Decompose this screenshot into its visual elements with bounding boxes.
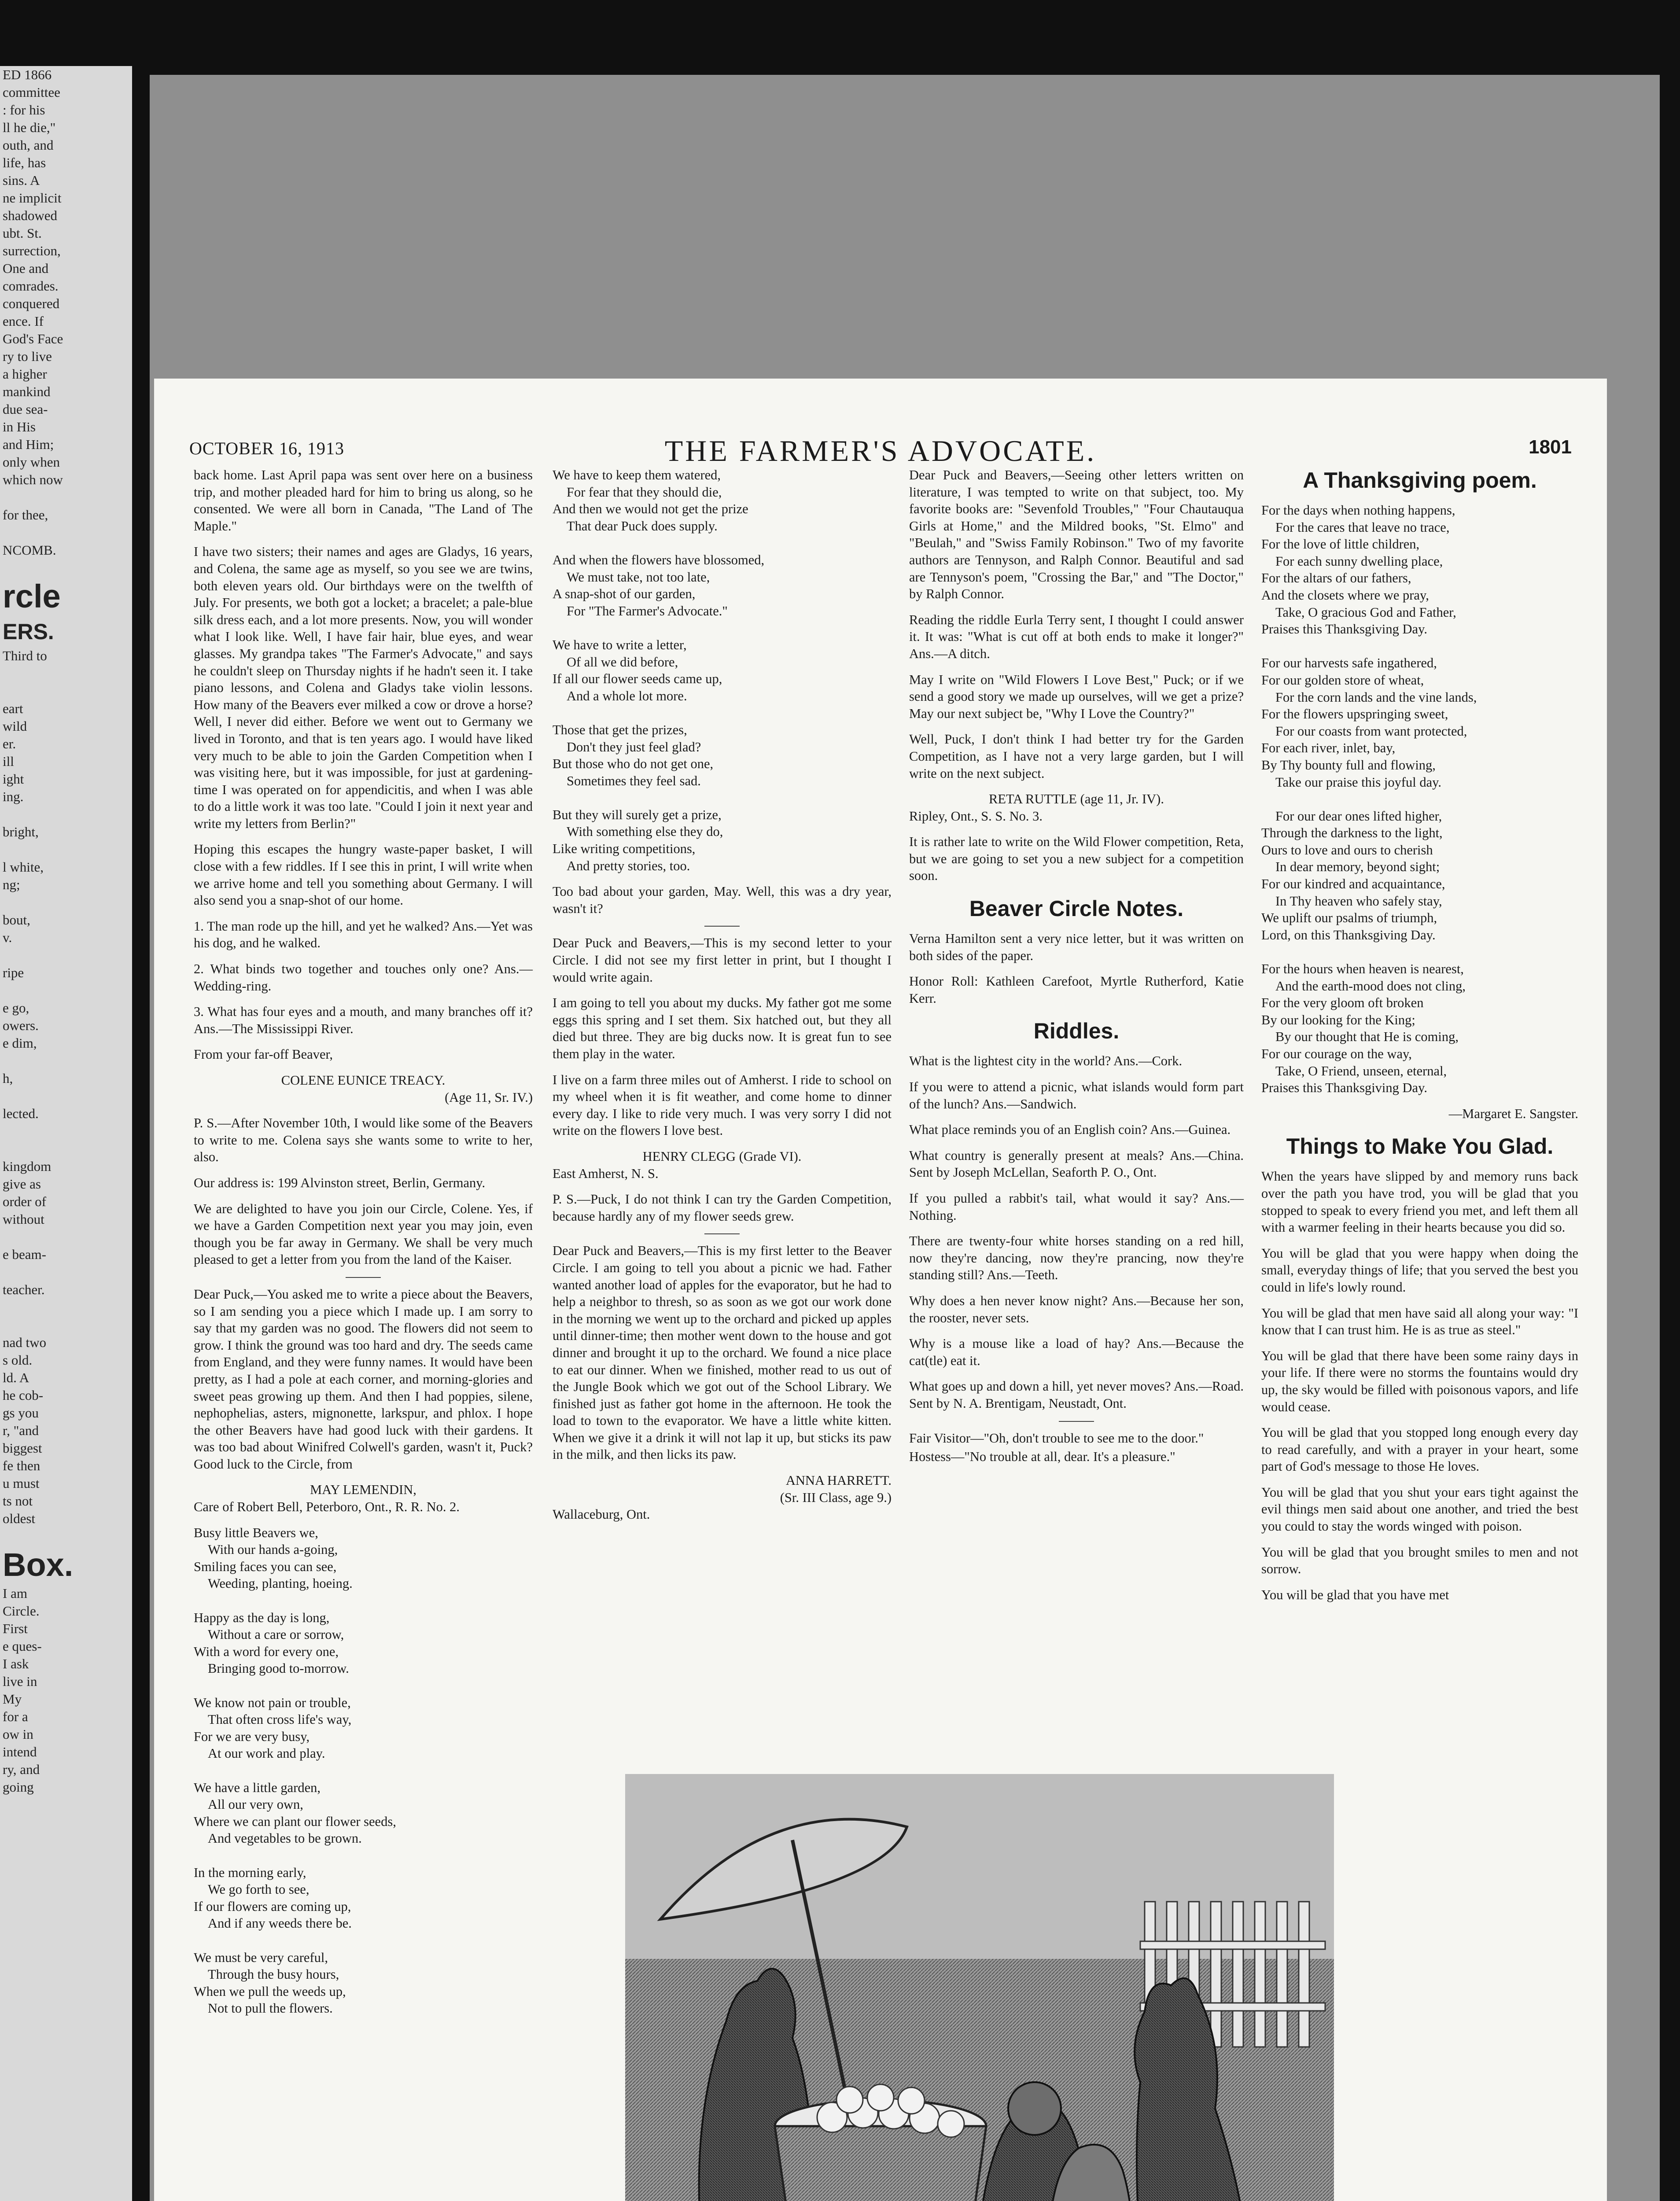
fragment-line: due sea-: [3, 401, 48, 417]
fragment-line: God's Face: [3, 331, 63, 346]
poem-line: [553, 704, 892, 721]
signature-detail: (Age 11, Sr. IV.): [445, 1089, 533, 1105]
signature-detail: Wallaceburg, Ont.: [553, 1507, 650, 1522]
poem-line: Lord, on this Thanksgiving Day.: [1261, 927, 1436, 942]
letter-paragraph: Reading the riddle Eurla Terry sent, I thought I could answer it. It was: "What is cut off at both ends to make it longer?" Ans.—A ditch.: [909, 612, 1244, 661]
column-3: [909, 467, 1244, 1474]
fragment-line: live in: [3, 1674, 37, 1689]
poem-line: Not to pull the flowers.: [208, 2001, 333, 2016]
essay-paragraph: You will be glad that there have been some rainy days in your life. If there were no storms the fountains would dry up, the sky would be filled with poisonous vapors, and life would cease.: [1261, 1348, 1578, 1414]
fragment-line: [0, 1123, 132, 1140]
fragment-line: r, "and: [3, 1423, 39, 1438]
poem-line: Smiling faces you can see,: [194, 1559, 337, 1574]
poem-line: For our kindred and acquaintance,: [1261, 876, 1445, 892]
fragment-line: order of: [3, 1194, 46, 1209]
beaver-poem: [194, 1524, 533, 2017]
fragment-line: [0, 1052, 132, 1070]
fragment-line: [0, 894, 132, 911]
poem-line: For the days when nothing happens,: [1261, 503, 1455, 518]
fragment-line: ripe: [3, 965, 24, 980]
fragment-line: rcle: [3, 578, 61, 615]
divider: [1059, 1421, 1094, 1422]
fragment-line: ts not: [3, 1493, 33, 1509]
fragment-line: ill: [3, 754, 14, 769]
fragment-line: er.: [3, 736, 16, 751]
fragment-line: l white,: [3, 859, 44, 875]
signature: COLENE EUNICE TREACY.: [281, 1073, 446, 1088]
fragment-line: ing.: [3, 789, 24, 804]
fragment-line: nad two: [3, 1335, 47, 1350]
poem-line: For the altars of our fathers,: [1261, 570, 1411, 586]
divider: [704, 926, 740, 927]
apple-woman-illustration: [625, 1774, 1334, 2201]
riddle: 3. What has four eyes and a mouth, and many branches off it? Ans.—The Mississippi River.: [194, 1004, 533, 1036]
poem-line: For the hours when heaven is nearest,: [1261, 961, 1464, 977]
essay-paragraph: You will be glad that you stopped long enough every day to read carefully, and with a prayer in your heart, some part of God's message to those He loves.: [1261, 1425, 1578, 1474]
poem-line: For the love of little children,: [1261, 537, 1420, 552]
beaver-poem-continued: [553, 467, 892, 874]
signature-detail: Care of Robert Bell, Peterboro, Ont., R. R. No. 2.: [194, 1499, 460, 1515]
fragment-line: ne implicit: [3, 190, 62, 206]
signature-detail: (Sr. III Class, age 9.): [780, 1490, 892, 1505]
fragment-line: a higher: [3, 366, 47, 382]
poem-line: For "The Farmer's Advocate.": [567, 603, 728, 618]
poem-line: Praises this Thanksgiving Day.: [1261, 1080, 1427, 1096]
fragment-line: going: [3, 1779, 34, 1795]
fragment-line: only when: [3, 454, 60, 470]
letter-paragraph: Dear Puck and Beavers,—This is my second letter to your Circle. I did not see my first letter in print, but I thought I would write again.: [553, 935, 892, 985]
letter-closing: From your far-off Beaver,: [194, 1047, 333, 1062]
essay-paragraph: You will be glad that you were happy when doing the small, everyday things of life; that you served the best you could in life's lowly round.: [1261, 1245, 1578, 1295]
editor-reply: We are delighted to have you join our Circle, Colene. Yes, if we have a Garden Competition next year you may join, even though you be far away in Germany. We shall be very much pleased to get a letter from you from the land of the Kaiser.: [194, 1201, 533, 1267]
poem-line: Praises this Thanksgiving Day.: [1261, 622, 1427, 637]
section-heading: A Thanksgiving poem.: [1303, 468, 1537, 493]
poem-line: With our hands a-going,: [208, 1542, 338, 1557]
riddle: If you were to attend a picnic, what islands would form part of the lunch? Ans.—Sandwich.: [909, 1079, 1244, 1112]
essay-paragraph: You will be glad that you brought smiles to men and not sorrow.: [1261, 1544, 1578, 1577]
fragment-line: lected.: [3, 1106, 39, 1121]
fragment-line: ERS.: [3, 619, 54, 644]
poem-line: [1261, 943, 1578, 961]
fragment-line: committee: [3, 85, 60, 100]
fragment-line: give as: [3, 1176, 41, 1192]
fragment-line: eart: [3, 701, 23, 716]
fragment-line: for thee,: [3, 507, 48, 523]
riddle: What place reminds you of an English coin? Ans.—Guinea.: [909, 1122, 1231, 1137]
fragment-line: [0, 1228, 132, 1246]
column-4: [1261, 467, 1578, 1612]
poem-line: Don't they just feel glad?: [567, 739, 701, 755]
fragment-line: conquered: [3, 296, 60, 311]
fragment-line: [0, 524, 132, 541]
poem-line: For our coasts from want protected,: [1275, 723, 1467, 739]
fragment-line: bright,: [3, 824, 39, 839]
letter-paragraph: I am going to tell you about my ducks. My father got me some eggs this spring and I set them. Six hatched out, but they all died but three. They are big ducks now. It is great fun to see them play in the water.: [553, 995, 892, 1061]
letter-paragraph: Dear Puck and Beavers,—This is my first letter to the Beaver Circle. I am going to tell you about a picnic we had. Father wanted another load of apples for the evaporator, but he had to help a neighbor to thresh, so as soon as we got our work done in the morning we went up to the orchard and picked up apples until dinner-time; then mother went down to the house and got dinner and brought it up to the orchard. We found a nice place to eat our dinner. When we finished, mother read to us out of the Jungle Book which we got out of the School Library. We finished just as father got home in the afternoon. He took the load to town to the evaporator. We have a little white kitten. When we give it a drink it will not lap it up, but sticks its paw in the milk, and then licks its paw.: [553, 1243, 892, 1462]
letter-paragraph: back home. Last April papa was sent over here on a business trip, and mother pleaded hard for him to bring us along, so he consented. We were all born in Canada, "The Land of The Maple.": [194, 467, 533, 534]
poem-line: In dear memory, beyond sight;: [1275, 859, 1440, 875]
fragment-line: kingdom: [3, 1159, 52, 1174]
poem-line: Where we can plant our flower seeds,: [194, 1814, 396, 1829]
fragment-line: he cob-: [3, 1388, 44, 1403]
poem-line: For our courage on the way,: [1261, 1046, 1412, 1061]
fragment-line: I am: [3, 1586, 27, 1601]
poem-line: Through the darkness to the light,: [1261, 825, 1443, 841]
column-2: [553, 467, 892, 1532]
issue-date: OCTOBER 16, 1913: [189, 438, 344, 458]
poem-line: For the corn lands and the vine lands,: [1275, 689, 1477, 705]
poem-line: For each sunny dwelling place,: [1275, 553, 1443, 569]
poem-line: But those who do not get one,: [553, 756, 714, 772]
poem-line: With something else they do,: [567, 824, 723, 839]
newspaper-page: [154, 379, 1607, 2201]
fragment-line: bout,: [3, 912, 30, 928]
poem-line: Those that get the prizes,: [553, 722, 687, 737]
poem-line: [194, 1847, 533, 1864]
poem-line: And the closets where we pray,: [1261, 587, 1429, 603]
poem-line: Take, O Friend, unseen, eternal,: [1275, 1063, 1447, 1078]
fragment-line: [0, 1140, 132, 1158]
poem-line: Like writing competitions,: [553, 841, 696, 857]
fragment-line: [0, 1263, 132, 1281]
fragment-line: surrection,: [3, 243, 61, 258]
divider: [704, 1233, 740, 1234]
fragment-line: One and: [3, 261, 49, 276]
joke-line: Hostess—"No trouble at all, dear. It's a pleasure.": [909, 1449, 1175, 1465]
signature: RETA RUTTLE (age 11, Jr. IV).: [989, 791, 1164, 807]
honor-roll: Honor Roll: Kathleen Carefoot, Myrtle Rutherford, Katie Kerr.: [909, 974, 1244, 1006]
fragment-line: [0, 806, 132, 823]
fragment-line: teacher.: [3, 1282, 45, 1297]
signature: HENRY CLEGG (Grade VI).: [642, 1148, 802, 1164]
fragment-line: [0, 1087, 132, 1105]
poem-line: For each river, inlet, bay,: [1261, 740, 1396, 756]
fragment-line: : for his: [3, 102, 45, 118]
letter-paragraph: May I write on "Wild Flowers I Love Best," Puck; or if we send a good story we made up ourselves, will we get a prize? May our next subject be, "Why I Love the Country?": [909, 672, 1244, 721]
fragment-line: e go,: [3, 1000, 29, 1016]
poem-line: And vegetables to be grown.: [208, 1831, 362, 1846]
poem-line: By Thy bounty full and flowing,: [1261, 757, 1436, 773]
fragment-line: s old.: [3, 1352, 33, 1368]
fragment-line: in His: [3, 419, 36, 434]
poem-line: All our very own,: [208, 1797, 303, 1812]
poem-line: For fear that they should die,: [567, 484, 722, 500]
fragment-line: oldest: [3, 1511, 36, 1526]
section-heading: Riddles.: [1033, 1019, 1120, 1044]
fragment-line: ng;: [3, 877, 20, 892]
fragment-line: ence. If: [3, 313, 44, 329]
poem-line: By our thought that He is coming,: [1275, 1029, 1459, 1045]
poem-line: Of all we did before,: [567, 654, 678, 670]
fragment-line: for a: [3, 1709, 28, 1724]
riddle: Why is a mouse like a load of hay? Ans.—Because the cat(tle) eat it.: [909, 1336, 1244, 1368]
poem-line: But they will surely get a prize,: [553, 807, 722, 822]
masthead-title: THE FARMER'S ADVOCATE.: [664, 434, 1097, 467]
poem-line: Happy as the day is long,: [194, 1610, 330, 1625]
riddle: What is the lightest city in the world? Ans.—Cork.: [909, 1053, 1183, 1069]
letter-paragraph: Hoping this escapes the hungry waste-paper basket, I will close with a few riddles. If I see this in print, I will write when we arrive home and tell you something about Germany. I will also send you a snap-shot of our home.: [194, 842, 533, 908]
fragment-line: Box.: [3, 1546, 74, 1583]
poem-line: For the very gloom oft broken: [1261, 995, 1424, 1011]
riddle: What country is generally present at meals? Ans.—China. Sent by Joseph McLellan, Seaforth P. O., Ont.: [909, 1148, 1244, 1180]
poem-line: For we are very busy,: [194, 1729, 310, 1744]
fragment-line: Third to: [3, 648, 47, 663]
letter-paragraph: Well, Puck, I don't think I had better try for the Garden Competition, as I have not a very large garden, but I will write on the next subject.: [909, 732, 1244, 781]
fragment-line: biggest: [3, 1440, 42, 1456]
fragment-line: [0, 841, 132, 858]
poem-line: If our flowers are coming up,: [194, 1899, 351, 1914]
riddle: If you pulled a rabbit's tail, what would it say? Ans.—Nothing.: [909, 1191, 1244, 1223]
poem-line: Ours to love and ours to cherish: [1261, 842, 1433, 858]
fragment-line: ow in: [3, 1726, 33, 1742]
poem-line: In the morning early,: [194, 1865, 306, 1880]
letter-paragraph: Dear Puck,—You asked me to write a piece about the Beavers, so I am sending you a piece which I made up. I am sorry to say that my garden was no good. The flowers did not seem to grow. I think the ground was too hard and dry. The seeds came from England, and they were funny names. It would have been pretty, as I had a pole at each corner, and morning-glories and sweet peas growing up them. And then I had poppies, silene, nephophelias, asters, mignonette, larkspur, and phlox. I hope the other Beavers have had good luck with their gardens. It was too bad about Winifred Colwell's garden, wasn't it, Puck? Good luck to the Circle, from: [194, 1286, 533, 1472]
poem-line: [194, 1592, 533, 1609]
poem-line: Without a care or sorrow,: [208, 1627, 344, 1642]
fragment-line: e beam-: [3, 1247, 46, 1262]
poem-line: Bringing good to-morrow.: [208, 1661, 349, 1676]
poem-line: Weeding, planting, hoeing.: [208, 1576, 353, 1591]
poem-line: We have a little garden,: [194, 1780, 321, 1795]
poem-line: Busy little Beavers we,: [194, 1525, 318, 1540]
fragment-line: ubt. St.: [3, 225, 42, 241]
poem-line: [553, 619, 892, 637]
poem-line: [1261, 791, 1578, 808]
page-header: [189, 434, 1572, 469]
poem-line: And then we would not get the prize: [553, 501, 748, 517]
fragment-line: wild: [3, 718, 27, 734]
fragment-line: ry to live: [3, 349, 52, 364]
fragment-line: u must: [3, 1476, 40, 1491]
fragment-line: mankind: [3, 384, 51, 399]
fragment-line: First: [3, 1621, 28, 1636]
riddle: 2. What binds two together and touches only one? Ans.—Wedding-ring.: [194, 961, 533, 994]
fragment-line: comrades.: [3, 278, 59, 294]
riddle: What goes up and down a hill, yet never moves? Ans.—Road. Sent by N. A. Brentigam, Neustadt, Ont.: [909, 1379, 1244, 1411]
thanksgiving-poem: [1261, 502, 1578, 1097]
page-number: 1801: [1529, 436, 1572, 458]
fragment-line: fe then: [3, 1458, 41, 1473]
poem-line: If all our flower seeds came up,: [553, 671, 722, 687]
fragment-line: gs you: [3, 1405, 39, 1421]
fragment-line: ll he die,": [3, 120, 56, 135]
letter-paragraph: I have two sisters; their names and ages are Gladys, 16 years, and Colena, the same age as myself, so you see we are twins, both eleven years old. Our birthdays were on the twelfth of July. For presents, we both got a locket; a bracelet; a pale-blue silk dress each, and a lot more presents. Now, you will wonder what I look like. Well, I have fair hair, blue eyes, and wear glasses. My grandpa takes "The Farmer's Advocate," and says he couldn't sleep on Thursday nights if he hadn't seen it. I take piano lessons, and Colena and Gladys take violin lessons. How many of the Beavers ever milked a cow or drove a horse? Well, I never did either. Before we went out to Germany we lived in Toronto, and that is ten years ago. I would have liked very much to be able to join the Garden Competition when I was visiting here, but it was impossible, for just at gardening-time I was operated on for appendicitis, and when I was able to do a little work it was too late. "Could I join it next year and write my letters from Berlin?": [194, 544, 533, 831]
poem-line: [194, 1677, 533, 1694]
fragment-line: ry, and: [3, 1762, 40, 1777]
poem-line: And a whole lot more.: [567, 688, 687, 703]
letter-paragraph: P. S.—Puck, I do not think I can try the Garden Competition, because hardly any of my flower seeds grew.: [553, 1192, 892, 1224]
poem-line: For our dear ones lifted higher,: [1275, 808, 1442, 824]
fragment-line: sins. A: [3, 173, 40, 188]
fragment-line: [0, 559, 132, 577]
fragment-line: e dim,: [3, 1035, 37, 1051]
poem-line: In Thy heaven who safely stay,: [1275, 893, 1442, 909]
poem-line: [553, 534, 892, 552]
poem-line: When we pull the weeds up,: [194, 1984, 346, 1999]
poem-line: A snap-shot of our garden,: [553, 586, 696, 602]
fragment-line: [0, 982, 132, 999]
poem-line: And if any weeds there be.: [208, 1916, 352, 1931]
poem-line: Through the busy hours,: [208, 1967, 339, 1982]
poem-line: By our looking for the King;: [1261, 1012, 1415, 1027]
essay-paragraph: You will be glad that you shut your ears tight against the evil things men said about one another, and tried the best you could to stay the words winged with poison.: [1261, 1484, 1578, 1534]
editor-reply: Too bad about your garden, May. Well, this was a dry year, wasn't it?: [553, 884, 892, 916]
divider: [346, 1277, 381, 1278]
cats-engraving-image: [625, 1774, 1334, 2201]
fragment-line: v.: [3, 930, 12, 945]
signature-detail: Ripley, Ont., S. S. No. 3.: [909, 808, 1043, 824]
signature: MAY LEMENDIN,: [310, 1482, 416, 1498]
fragment-line: shadowed: [3, 208, 57, 223]
adjacent-page-fragment: [0, 66, 132, 2201]
poem-line: For the flowers upspringing sweet,: [1261, 707, 1448, 722]
section-heading: Things to Make You Glad.: [1286, 1134, 1554, 1159]
fragment-line: owers.: [3, 1018, 39, 1033]
poem-line: That dear Puck does supply.: [567, 518, 718, 534]
poem-line: We go forth to see,: [208, 1882, 309, 1897]
letter-paragraph: P. S.—After November 10th, I would like some of the Beavers to write to me. Colena says she wants some to write to her, also.: [194, 1115, 533, 1165]
poem-line: [553, 789, 892, 806]
poem-line: At our work and play.: [208, 1746, 325, 1761]
fragment-line: Circle.: [3, 1603, 40, 1619]
poem-line: For our golden store of wheat,: [1261, 672, 1424, 688]
section-heading: Beaver Circle Notes.: [969, 896, 1184, 921]
joke-line: Fair Visitor—"Oh, don't trouble to see me to the door.": [909, 1430, 1204, 1446]
poem-line: We must be very careful,: [194, 1950, 328, 1965]
letter-paragraph: Our address is: 199 Alvinston street, Berlin, Germany.: [194, 1175, 486, 1190]
poem-line: For our harvests safe ingathered,: [1261, 655, 1437, 671]
poem-author: —Margaret E. Sangster.: [1448, 1106, 1578, 1121]
essay-paragraph: When the years have slipped by and memory runs back over the path you have trod, you will be glad that you stopped to speak to every friend you met, and left them all with a warmer feeling in their hearts because you did so.: [1261, 1169, 1578, 1235]
letter-paragraph: Dear Puck and Beavers,—Seeing other letters written on literature, I was tempted to write on that subject, too. My favorite books are: "Sevenfold Troubles," "Four Chautauqua Girls at Home," and the Mildred books, "St. Elmo" and "Beulah," and "Swiss Family Robinson." Two of my favorite authors are Tennyson, and Ralph Connor. Beautiful and sad are Tennyson's poem, "Crossing the Bar," and "The Doctor," by Ralph Connor.: [909, 467, 1244, 602]
fragment-line: ED 1866: [3, 67, 52, 82]
poem-line: And when the flowers have blossomed,: [553, 552, 765, 567]
fragment-line: e ques-: [3, 1638, 42, 1654]
fragment-line: [0, 1299, 132, 1316]
poem-line: Take our praise this joyful day.: [1275, 774, 1442, 790]
fragment-line: and Him;: [3, 437, 54, 452]
letter-paragraph: I live on a farm three miles out of Amherst. I ride to school on my wheel when it is fit weather, and come home to dinner every day. I like to ride very much. I was very sorry I did not write on the flowers I love best.: [553, 1072, 892, 1138]
poem-line: And pretty stories, too.: [567, 858, 690, 873]
signature: ANNA HARRETT.: [785, 1473, 892, 1488]
fragment-line: intend: [3, 1744, 37, 1759]
fragment-line: [0, 489, 132, 506]
poem-line: We must take, not too late,: [567, 569, 710, 585]
fragment-line: I ask: [3, 1656, 29, 1671]
fragment-line: which now: [3, 472, 63, 487]
poem-line: [194, 1932, 533, 1949]
fragment-line: [0, 946, 132, 964]
fragment-line: [0, 1316, 132, 1334]
poem-line: Take, O gracious God and Father,: [1275, 604, 1456, 620]
fragment-line: NCOMB.: [3, 542, 56, 558]
notice: Verna Hamilton sent a very nice letter, but it was written on both sides of the paper.: [909, 931, 1244, 963]
fragment-line: [0, 665, 132, 682]
fragment-line: ld. A: [3, 1370, 29, 1385]
signature-detail: East Amherst, N. S.: [553, 1166, 659, 1181]
poem-line: With a word for every one,: [194, 1644, 339, 1659]
poem-line: We uplift our psalms of triumph,: [1261, 910, 1437, 926]
poem-line: And the earth-mood does not cling,: [1275, 978, 1466, 994]
essay-paragraph: You will be glad that you have met: [1261, 1587, 1449, 1602]
poem-line: That often cross life's way,: [208, 1712, 352, 1727]
essay-paragraph: You will be glad that men have said all along your way: "I know that I can trust him. He is as true as steel.": [1261, 1305, 1578, 1338]
poem-line: Sometimes they feel sad.: [567, 773, 701, 788]
riddle: Why does a hen never know night? Ans.—Because her son, the rooster, never sets.: [909, 1293, 1244, 1325]
column-1: [194, 467, 533, 2026]
editor-reply: It is rather late to write on the Wild Flower competition, Reta, but we are going to set you a new subject for a competition soon.: [909, 834, 1244, 883]
fragment-line: without: [3, 1211, 44, 1227]
fragment-line: outh, and: [3, 137, 54, 153]
fragment-line: ight: [3, 771, 24, 787]
riddle: There are twenty-four white horses standing on a red hill, now they're dancing, now they're prancing, now they're standing still? Ans.—Teeth.: [909, 1233, 1244, 1283]
poem-line: [1261, 638, 1578, 655]
poem-line: We have to keep them watered,: [553, 467, 721, 482]
fragment-line: life, has: [3, 155, 46, 170]
fragment-line: [0, 1527, 132, 1545]
poem-line: We know not pain or trouble,: [194, 1695, 351, 1710]
poem-line: [194, 1762, 533, 1779]
fragment-line: [0, 682, 132, 700]
riddle: 1. The man rode up the hill, and yet he walked? Ans.—Yet was his dog, and he walked.: [194, 918, 533, 951]
poem-line: For the cares that leave no trace,: [1275, 519, 1450, 535]
fragment-line: h,: [3, 1071, 13, 1086]
fragment-line: My: [3, 1691, 22, 1707]
poem-line: We have to write a letter,: [553, 637, 687, 652]
